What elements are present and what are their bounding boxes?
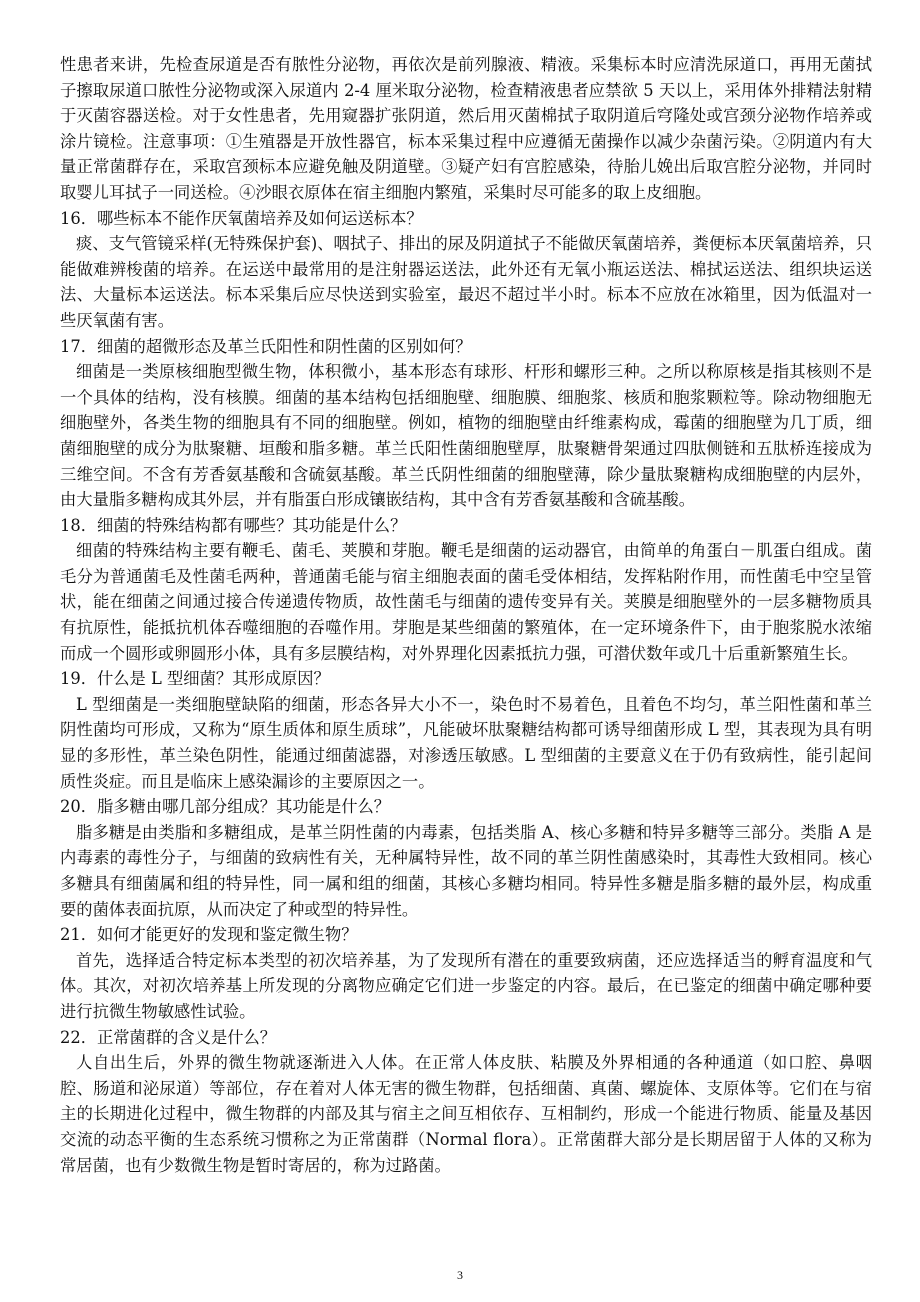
page-number: 3 (457, 1268, 463, 1282)
question-22-heading: 22．正常菌群的含义是什么？ (60, 1027, 277, 1047)
question-20-heading: 20．脂多糖由哪几部分组成？其功能是什么？ (60, 797, 391, 817)
answer-17-paragraph: 细菌是一类原核细胞型微生物，体积微小，基本形态有球形、杆形和螺形三种。之所以称原核是指其核则不是一个具体的结构，没有核膜。细菌的基本结构包括细胞壁、细胞膜、细胞浆、核质和胞浆颗粒等。除动物细胞无细胞壁外，各类生物的细胞具有不同的细胞壁。例如，植物的细胞壁由纤维素构成，霉菌的细胞壁为几丁质，细菌细胞壁的成分为肽聚糖、垣酸和脂多糖。革兰氏阳性菌细胞壁厚，肽聚糖骨架通过四肽侧链和五肽桥连接成为三维空间。不含有芳香氨基酸和含硫氨基酸。革兰氏阴性细菌的细胞壁薄，除少量肽聚糖构成细胞壁的内层外，由大量脂多糖构成其外层，并有脂蛋白形成镶嵌结构，其中含有芳香氨基酸和含硫基酸。 (60, 362, 872, 510)
question-18-heading: 18．细菌的特殊结构都有哪些？其功能是什么？ (60, 515, 407, 535)
question-16-heading: 16．哪些标本不能作厌氧菌培养及如何运送标本？ (60, 208, 423, 228)
document-body (60, 52, 872, 1178)
answer-18-paragraph: 细菌的特殊结构主要有鞭毛、菌毛、荚膜和芽胞。鞭毛是细菌的运动器官，由简单的角蛋白－肌蛋白组成。菌毛分为普通菌毛及性菌毛两种，普通菌毛能与宿主细胞表面的菌毛受体相结，发挥粘附作用，而性菌毛中空呈管状，能在细菌之间通过接合传递遗传物质，故性菌毛与细菌的遗传变异有关。荚膜是细胞壁外的一层多糖物质具有抗原性，能抵抗机体吞噬细胞的吞噬作用。芽胞是某些细菌的繁殖体，在一定环境条件下，由于胞浆脱水浓缩而成一个圆形或卵圆形小体，具有多层膜结构，对外界理化因素抵抗力强，可潜伏数年或几十后重新繁殖生长。 (60, 541, 872, 663)
answer-16-paragraph: 痰、支气管镜采样(无特殊保护套)、咽拭子、排出的尿及阴道拭子不能做厌氧菌培养，粪便标本厌氧菌培养，只能做难辨梭菌的培养。在运送中最常用的是注射器运送法，此外还有无氧小瓶运送法、棉拭运送法、组织块运送法、大量标本运送法。标本采集后应尽快送到实验室，最迟不超过半小时。标本不应放在冰箱里，因为低温对一些厌氧菌有害。 (60, 234, 872, 330)
answer-19-paragraph: L 型细菌是一类细胞壁缺陷的细菌，形态各异大小不一，染色时不易着色，且着色不均匀，革兰阳性菌和革兰阴性菌均可形成，又称为“原生质体和原生质球”，凡能破坏肽聚糖结构都可诱导细菌形成 L 型，其表现为具有明显的多形性，革兰染色阴性，能通过细菌滤器，对渗透压敏感。L 型细菌的主要意义在于仍有致病性，能引起间质性炎症。而且是临床上感染漏诊的主要原因之一。 (60, 694, 872, 791)
paragraph-intro: 性患者来讲，先检查尿道是否有脓性分泌物，再依次是前列腺液、精液。采集标本时应清洗尿道口，再用无菌拭子擦取尿道口脓性分泌物或深入尿道内 2-4 厘米取分泌物，检查精液患者应禁欲 5 天以上，采用体外排精法射精于灭菌容器送检。对于女性患者，先用窥器扩张阴道，然后用灭菌棉拭子取阴道后穹隆处或宫颈分泌物作培养或涂片镜检。注意事项：①生殖器是开放性器官，标本采集过程中应遵循无菌操作以减少杂菌污染。②阴道内有大量正常菌群存在，采取宫颈标本应避免触及阴道壁。③疑产妇有宫腔感染，待胎儿娩出后取宫腔分泌物，并同时取婴儿耳拭子一同送检。④沙眼衣原体在宿主细胞内繁殖，采集时尽可能多的取上皮细胞。 (60, 55, 872, 202)
answer-21-paragraph: 首先，选择适合特定标本类型的初次培养基，为了发现所有潜在的重要致病菌，还应选择适当的孵育温度和气体。其次，对初次培养基上所发现的分离物应确定它们进一步鉴定的内容。最后，在已鉴定的细菌中确定哪种要进行抗微生物敏感性试验。 (60, 950, 872, 1021)
question-17-heading: 17．细菌的超微形态及革兰氏阳性和阴性菌的区别如何？ (60, 336, 472, 356)
question-19-heading: 19．什么是 L 型细菌？其形成原因？ (60, 669, 330, 689)
question-21-heading: 21．如何才能更好的发现和鉴定微生物？ (60, 925, 358, 945)
answer-22-paragraph: 人自出生后，外界的微生物就逐渐进入人体。在正常人体皮肤、粘膜及外界相通的各种通道（如口腔、鼻咽腔、肠道和泌尿道）等部位，存在着对人体无害的微生物群，包括细菌、真菌、螺旋体、支原体等。它们在与宿主的长期进化过程中，微生物群的内部及其与宿主之间互相依存、互相制约，形成一个能进行物质、能量及基因交流的动态平衡的生态系统习惯称之为正常菌群（Normal flora）。正常菌群大部分是长期居留于人体的又称为常居菌，也有少数微生物是暂时寄居的，称为过路菌。 (60, 1053, 872, 1175)
answer-20-paragraph: 脂多糖是由类脂和多糖组成，是革兰阴性菌的内毒素，包括类脂 A、核心多糖和特异多糖等三部分。类脂 A 是内毒素的毒性分子，与细菌的致病性有关，无种属特异性，故不同的革兰阴性菌感染时，其毒性大致相同。核心多糖具有细菌属和组的特异性，同一属和组的细菌，其核心多糖均相同。特异性多糖是脂多糖的最外层，构成重要的菌体表面抗原，从而决定了种或型的特异性。 (60, 822, 872, 919)
